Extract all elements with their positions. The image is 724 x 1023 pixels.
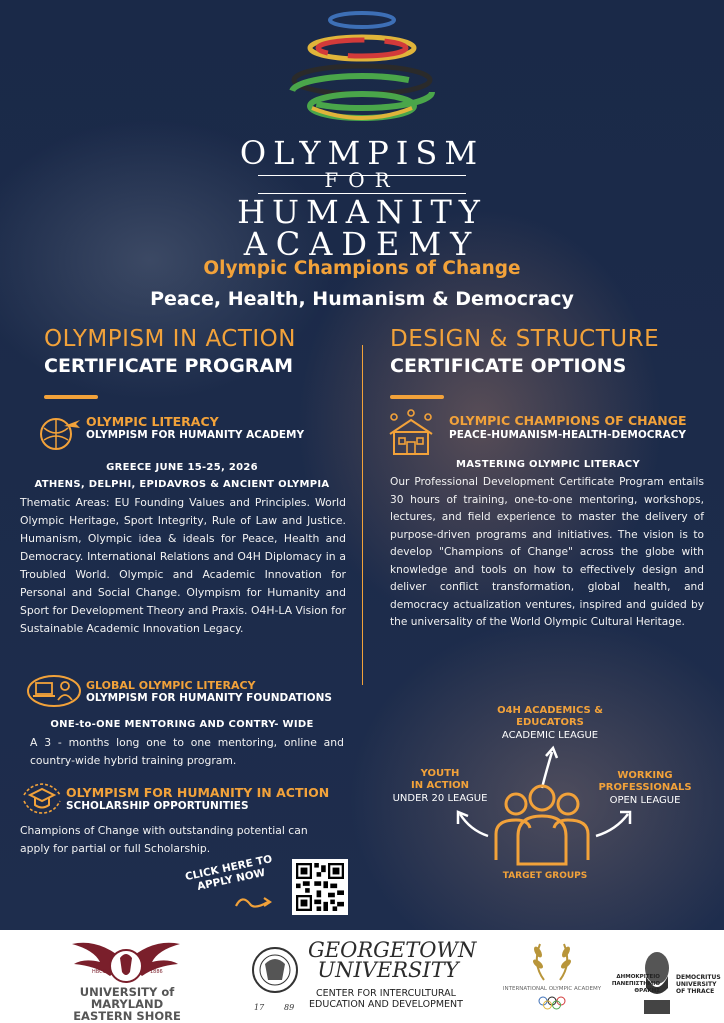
duth-gr-2: ΠΑΝΕΠΙΣΤΗΜΙΟ [611, 981, 660, 987]
section-global-literacy-title: GLOBAL OLYMPIC LITERACY [86, 679, 256, 692]
georgetown-seal [250, 940, 300, 1014]
subtitle-orange: Olympic Champions of Change [203, 258, 521, 279]
left-orange-dash [44, 395, 98, 399]
section-global-literacy-body: A 3 - months long one to one mentoring, online and country-wide hybrid training program. [30, 736, 344, 767]
subtitle-white: Peace, Health, Humanism & Democracy [150, 288, 574, 310]
right-heading-2: CERTIFICATE OPTIONS [390, 355, 627, 377]
gu-year-left: 17 [254, 1003, 265, 1012]
section-in-action-body: Champions of Change with outstanding potential can apply for partial or full Scholarship. [20, 824, 308, 855]
umes-name-2: EASTERN SHORE [73, 1009, 181, 1023]
umes-name [42, 986, 212, 1022]
tg-right-title-2: PROFESSIONALS [598, 782, 692, 793]
section-in-action-title: OLYMPISM FOR HUMANITY IN ACTION [66, 785, 330, 800]
georgetown-name [308, 938, 477, 982]
qr-code[interactable] [292, 859, 348, 915]
logo-humanity: HUMANITY [237, 193, 487, 231]
gu-name-1: GEORGETOWN [308, 938, 477, 962]
duth-english-name [676, 974, 722, 995]
logo-academy: ACADEMY [243, 225, 481, 263]
target-groups-diagram [450, 742, 640, 872]
duth-en-3: OF THRACE [676, 988, 715, 995]
online-training-icon [26, 674, 82, 708]
section-olympic-literacy-places: ATHENS, DELPHI, EPIDAVROS & ANCIENT OLYMPIA [34, 479, 330, 490]
section-champions-tagline: MASTERING OLYMPIC LITERACY [456, 459, 640, 470]
gu-center-1: CENTER FOR INTERCULTURAL [316, 988, 456, 999]
section-olympic-literacy-subtitle: OLYMPISM FOR HUMANITY ACADEMY [86, 429, 305, 441]
section-olympic-literacy-date: GREECE JUNE 15-25, 2026 [106, 462, 258, 473]
tg-center: TARGET GROUPS [502, 871, 588, 881]
section-champions-subtitle: PEACE-HUMANISM-HEALTH-DEMOCRACY [449, 429, 687, 441]
tg-top-sub: ACADEMIC LEAGUE [501, 730, 599, 741]
section-olympic-literacy-body: Thematic Areas: EU Founding Values and Principles. World Olympic Heritage, Sport Integrity, Rule of Law and Justice. Humanism, Olympic idea & ideals for Peace, Health and Democracy. International Relations and O4H Diplomacy in a Troubled World. Olympic and Academic Innovation for Personal and Social Change. Olympism for Humanity and Sport for Development Theory and Praxis. O4H-LA Vision for Sustainable Academic Innovation Legacy. [20, 496, 346, 635]
gu-center-2: EDUCATION AND DEVELOPMENT [309, 999, 463, 1010]
tg-right-title-1: WORKING [617, 770, 673, 781]
globe-plane-icon [36, 410, 82, 456]
city-network-icon [386, 408, 436, 458]
left-heading-1: OLYMPISM IN ACTION [44, 326, 296, 352]
apply-now-link[interactable]: CLICK HERE TO APPLY NOW [184, 853, 274, 893]
section-in-action-subtitle: SCHOLARSHIP OPPORTUNITIES [66, 800, 249, 812]
logo-for: FOR [324, 168, 400, 192]
partner-footer [0, 930, 724, 1023]
tg-top-title-2: EDUCATORS [516, 717, 584, 728]
duth-gr-1: ΔΗΜΟΚΡΙΤΕΙΟ [616, 974, 660, 980]
section-global-literacy-subtitle: OLYMPISM FOR HUMANITY FOUNDATIONS [86, 692, 332, 704]
section-champions-body: Our Professional Development Certificate Program entails 30 hours of training, one-to-one mentoring, workshops, lectures, and field experience to master the delivery of purpose-driven programs and initiatives. The vision is to develop "Champions of Change" across the globe with knowledge and tools on how to effectively design and deliver conflict transformation, global health, and democracy actualization ventures, inspired and guided by the universality of the World Olympic Cultural Heritage. [390, 476, 704, 628]
right-orange-dash [390, 395, 444, 399]
duth-en-2: UNIVERSITY [676, 981, 717, 988]
section-olympic-literacy-title: OLYMPIC LITERACY [86, 414, 219, 429]
olympic-rings-icon [537, 996, 567, 1010]
arrow-icon [234, 892, 274, 914]
section-global-literacy-tagline: ONE-to-ONE MENTORING AND CONTRY- WIDE [50, 719, 314, 730]
duth-en-1: DEMOCRITUS [676, 974, 721, 981]
column-divider [362, 345, 363, 685]
umes-name-1: UNIVERSITY of MARYLAND [79, 985, 175, 1011]
georgetown-center [300, 988, 472, 1010]
tg-left-title-1: YOUTH [420, 768, 460, 779]
section-champions-title: OLYMPIC CHAMPIONS OF CHANGE [449, 413, 687, 428]
left-heading-2: CERTIFICATE PROGRAM [44, 355, 294, 377]
logo-olympism: OLYMPISM [239, 134, 485, 172]
umes-eagle-logo [70, 936, 182, 986]
graduation-cap-icon [20, 781, 64, 815]
duth-greek-name [608, 974, 660, 995]
umes-seal-year: 1886 [150, 969, 163, 975]
tg-left-sub: UNDER 20 LEAGUE [392, 793, 488, 804]
tg-left-title-2: IN ACTION [410, 780, 470, 791]
gu-name-2: UNIVERSITY [317, 958, 459, 982]
ioa-laurel-logo [530, 938, 574, 984]
olympic-laurel-rings-logo [272, 8, 452, 123]
tg-right-sub: OPEN LEAGUE [609, 795, 681, 806]
umes-seal-left: HBCU [92, 969, 107, 975]
ioa-name: INTERNATIONAL OLYMPIC ACADEMY [502, 986, 602, 992]
gu-year-right: 89 [284, 1003, 295, 1012]
duth-gr-3: ΘΡΑΚΗΣ [634, 988, 660, 994]
tg-top-title-1: O4H ACADEMICS & [497, 705, 603, 716]
right-heading-1: DESIGN & STRUCTURE [390, 326, 660, 352]
